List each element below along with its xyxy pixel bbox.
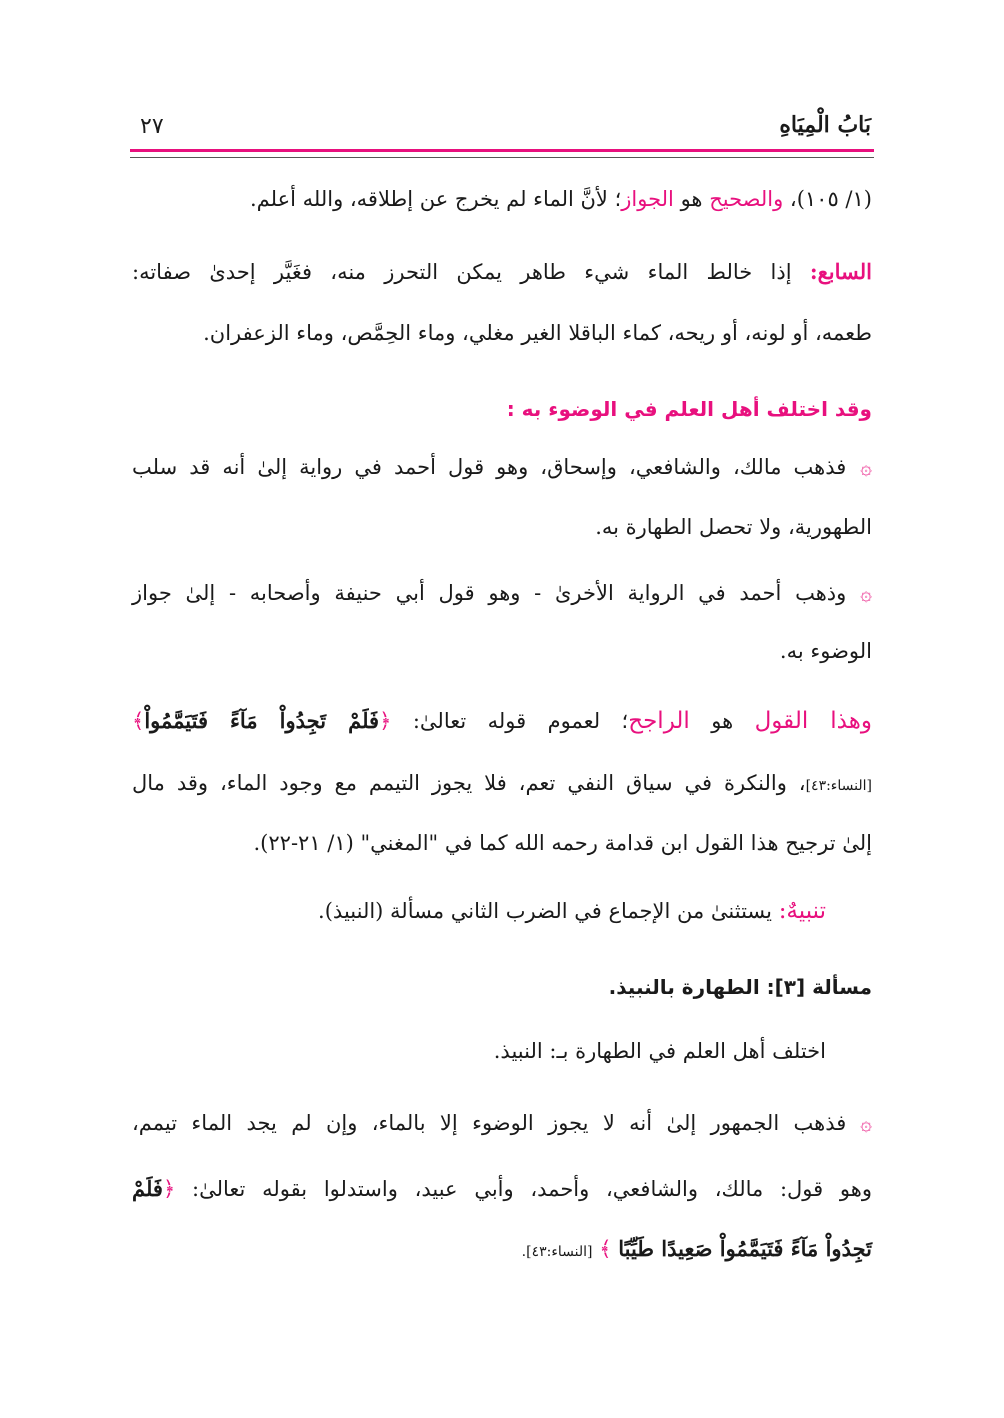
- masala-heading: [609, 972, 872, 1002]
- page-number: ٢٧: [140, 114, 164, 139]
- p3-label: وهذا القول: [754, 708, 872, 734]
- verse-close-bracket: ﴾: [599, 1237, 612, 1261]
- p1-ref: (١/ ١٠٥)،: [789, 187, 872, 211]
- b3-line2: وهو قول: مالك، والشافعي، وأحمد، وأبي عبيد، واستدلوا بقوله تعالىٰ:: [192, 1177, 872, 1201]
- verse-open-bracket: ﴿: [162, 1177, 176, 1201]
- flower-ornament-icon: ۞: [860, 1111, 872, 1135]
- paragraph-4: اختلف أهل العلم في الطهارة بـ: النبيذ.: [493, 1039, 826, 1063]
- paragraph-2-line-1: [132, 257, 872, 287]
- verse-close-bracket: ﴾: [132, 709, 145, 733]
- p3-verse: فَلَمْ تَجِدُواْ مَآءً فَتَيَمَّمُواْ: [144, 708, 380, 733]
- b1-line1: فذهب مالك، والشافعي، وإسحاق، وهو قول أحمد في رواية إلىٰ أنه قد سلب: [132, 455, 847, 479]
- paragraph-1-line-1: [250, 184, 872, 214]
- b3-verse-reference: [النساء:٤٣].: [521, 1244, 593, 1260]
- p3-verse-reference: [النساء:٤٣]: [805, 778, 872, 794]
- b3-line1: فذهب الجمهور إلىٰ أنه لا يجوز الوضوء إلا بالماء، وإن لم يجد الماء تيمم،: [132, 1111, 847, 1135]
- bullet-1-line-1: [132, 452, 872, 482]
- note-label: تنبيهٌ:: [778, 898, 826, 924]
- paragraph-2-line-2: طعمه، أو لونه، أو ريحه، كماء الباقلا الغير مغلي، وماء الحِمَّص، وماء الزعفران.: [203, 321, 872, 345]
- verse-open-bracket: ﴿: [379, 709, 392, 733]
- note-line: [318, 896, 826, 926]
- note-text: يستثنىٰ من الإجماع في الضرب الثاني مسألة (النبيذ).: [318, 899, 772, 923]
- p3-mid: هو: [711, 709, 734, 733]
- section-heading: وقد اختلف أهل العلم في الوضوء به :: [506, 397, 872, 421]
- flower-ornament-icon: ۞: [860, 581, 872, 605]
- flower-ornament-icon: ۞: [860, 455, 872, 479]
- bullet-3-line-3: [522, 1234, 872, 1267]
- b3-verse-start: فَلَمْ: [132, 1176, 163, 1201]
- bullet-2-line-2: الوضوء به.: [779, 639, 872, 663]
- bullet-3-line-2: [132, 1174, 872, 1204]
- b3-verse-rest: تَجِدُواْ مَآءً فَتَيَمَّمُواْ صَعِيدًا طَيِّبًا: [618, 1236, 872, 1261]
- p1-mid: هو: [680, 187, 703, 211]
- paragraph-3-line-2: [132, 768, 872, 801]
- paragraph-3-line-3: إلىٰ ترجيح هذا القول ابن قدامة رحمه الله كما في "المغني" (١/ ٢١-٢٢).: [253, 831, 872, 855]
- p1-label: والصحيح: [709, 187, 784, 211]
- p2-label: السابع:: [809, 259, 872, 284]
- p3-line2: ، والنكرة في سياق النفي تعم، فلا يجوز التيمم مع وجود الماء، وقد مال: [132, 771, 806, 795]
- bullet-1-line-2: الطهورية، ولا تحصل الطهارة به.: [595, 515, 872, 539]
- p1-rest: ؛ لأنَّ الماء لم يخرج عن إطلاقه، والله أعلم.: [249, 187, 622, 211]
- masala-label: مسألة [٣]:: [766, 975, 872, 999]
- header-rule-pink: [130, 149, 874, 152]
- bullet-2-line-1: [132, 578, 872, 608]
- bullet-3-line-1: [132, 1108, 872, 1138]
- header-rule-thin: [130, 157, 874, 158]
- b2-line1: وذهب أحمد في الرواية الأخرىٰ - وهو قول أبي حنيفة وأصحابه - إلىٰ جواز: [132, 581, 847, 605]
- p2-line1: إذا خالط الماء شيء طاهر يمكن التحرز منه، فغَيَّر إحدىٰ صفاته:: [132, 260, 792, 284]
- p3-rest: ؛ لعموم قوله تعالىٰ:: [412, 709, 629, 733]
- p3-answer: الراجح: [628, 708, 690, 734]
- p1-answer: الجواز: [621, 187, 674, 211]
- paragraph-3-line-1: [132, 706, 872, 736]
- running-title: بَابُ الْمِيَاهِ: [779, 112, 871, 138]
- masala-title: الطهارة بالنبيذ.: [608, 975, 760, 999]
